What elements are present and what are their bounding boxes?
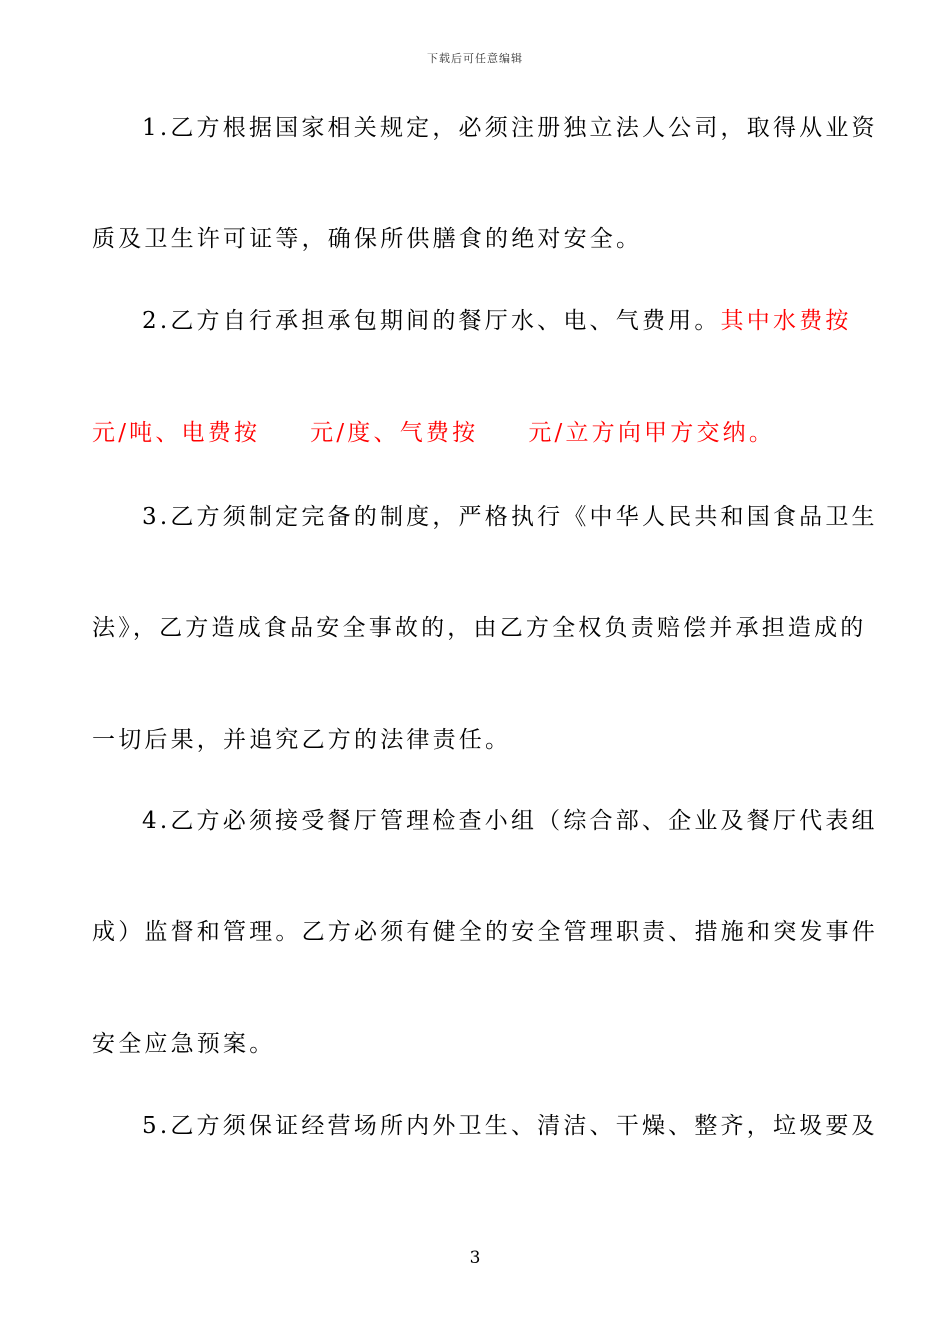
- clause-1-line-1: 1.乙方根据国家相关规定，必须注册独立法人公司，取得从业资: [142, 115, 878, 141]
- clause-2-text: 2.乙方自行承担承包期间的餐厅水、电、气费用。: [142, 308, 721, 334]
- clause-4-line-3: 安全应急预案。: [92, 1031, 276, 1057]
- gas-fee-unit: 元/立方向甲方交纳。: [528, 420, 776, 446]
- clause-4-line-1: 4.乙方必须接受餐厅管理检查小组（综合部、企业及餐厅代表组: [142, 808, 878, 834]
- clause-1-line-2: 质及卫生许可证等，确保所供膳食的绝对安全。: [92, 226, 643, 252]
- clause-3-line-1: 3.乙方须制定完备的制度，严格执行《中华人民共和国食品卫生: [142, 504, 878, 530]
- clause-3-line-3: 一切后果，并追究乙方的法律责任。: [92, 727, 512, 753]
- clause-4-line-2: 成）监督和管理。乙方必须有健全的安全管理职责、措施和突发事件: [92, 919, 878, 945]
- page-number: 3: [469, 1248, 481, 1268]
- water-fee-unit: 元/吨、电费按: [92, 420, 261, 446]
- clause-2-line-1: [142, 306, 858, 336]
- electricity-fee-unit: 元/度、气费按: [310, 420, 479, 446]
- clause-5-line-1: 5.乙方须保证经营场所内外卫生、清洁、干燥、整齐，垃圾要及: [142, 1113, 878, 1139]
- page-header: 下载后可任意编辑: [427, 52, 523, 65]
- clause-2-highlight: 其中水费按: [720, 308, 852, 334]
- clause-2-line-2: [92, 418, 858, 448]
- clause-3-line-2: 法》，乙方造成食品安全事故的，由乙方全权负责赔偿并承担造成的: [92, 615, 867, 641]
